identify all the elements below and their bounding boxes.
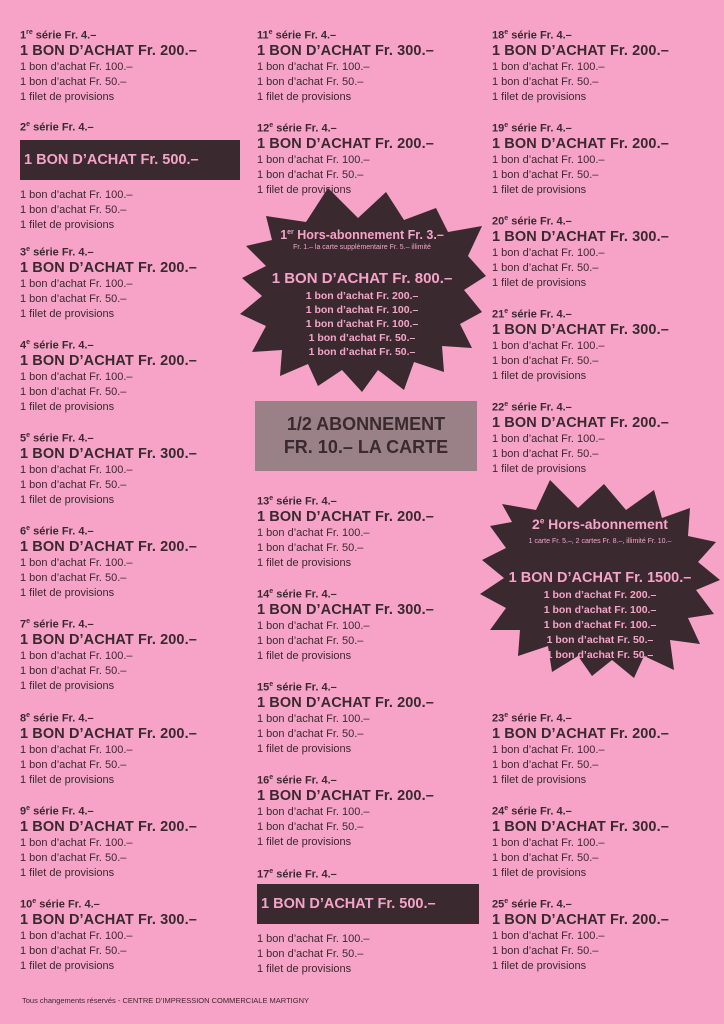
serie-prize-line: 1 bon d’achat Fr. 100.– [20, 556, 133, 569]
serie-4 [20, 336, 250, 415]
serie-prize-line: 1 filet de provisions [492, 866, 587, 879]
serie-prize-line: 1 filet de provisions [20, 307, 115, 320]
hors-abonnement-2-starburst [478, 480, 722, 678]
serie-23 [492, 709, 722, 788]
serie-prize-line: 1 bon d’achat Fr. 100.– [257, 153, 370, 166]
serie-prize-line: 1 filet de provisions [492, 959, 587, 972]
serie-prize-line: 1 bon d’achat Fr. 50.– [257, 634, 364, 647]
serie-prize-line: 1 filet de provisions [492, 183, 587, 196]
serie-main-prize: 1 BON D’ACHAT Fr. 300.– [257, 601, 434, 618]
hors2-prize-line: 1 bon d’achat Fr. 200.– [543, 589, 657, 601]
serie-prize-line: 1 bon d’achat Fr. 50.– [492, 944, 599, 957]
serie-heading: 25e série Fr. 4.– [492, 898, 572, 911]
serie-main-prize: 1 BON D’ACHAT Fr. 200.– [257, 787, 434, 804]
hors1-title: 1er Hors-abonnement Fr. 3.– [280, 228, 444, 242]
serie-prize-line: 1 bon d’achat Fr. 50.– [257, 168, 364, 181]
hors-abonnement-1-starburst [236, 186, 488, 392]
serie-prize-line: 1 bon d’achat Fr. 100.– [20, 60, 133, 73]
serie-heading: 10e série Fr. 4.– [20, 898, 100, 911]
serie-prize-line: 1 bon d’achat Fr. 100.– [20, 929, 133, 942]
hors1-subtitle: Fr. 1.– la carte supplémentaire Fr. 5.– illimité [293, 244, 431, 251]
serie-prize-line: 1 bon d’achat Fr. 100.– [257, 712, 370, 725]
serie-prize-line: 1 bon d’achat Fr. 50.– [20, 75, 127, 88]
serie-heading: 1re série Fr. 4.– [20, 29, 97, 42]
serie-7 [20, 615, 250, 694]
serie-prize-line: 1 filet de provisions [257, 742, 352, 755]
serie-prize-line: 1 bon d’achat Fr. 50.– [20, 758, 127, 771]
serie-highlight-prize: 1 BON D’ACHAT Fr. 500.– [257, 884, 479, 924]
serie-prize-line: 1 bon d’achat Fr. 50.– [20, 851, 127, 864]
serie-21 [492, 305, 722, 384]
serie-6 [20, 522, 250, 601]
hors1-prize-line: 1 bon d’achat Fr. 50.– [308, 332, 416, 344]
serie-19 [492, 119, 722, 198]
serie-main-prize: 1 BON D’ACHAT Fr. 200.– [492, 725, 669, 742]
serie-prize-line: 1 bon d’achat Fr. 100.– [20, 836, 133, 849]
serie-main-prize: 1 BON D’ACHAT Fr. 200.– [257, 135, 434, 152]
serie-prize-line: 1 bon d’achat Fr. 50.– [492, 354, 599, 367]
serie-main-prize: 1 BON D’ACHAT Fr. 200.– [492, 911, 669, 928]
serie-1 [20, 26, 250, 105]
hors1-prize-line: 1 bon d’achat Fr. 50.– [308, 346, 416, 358]
serie-prize-line: 1 bon d’achat Fr. 50.– [257, 75, 364, 88]
serie-heading: 17e série Fr. 4.– [257, 868, 337, 881]
serie-heading: 19e série Fr. 4.– [492, 122, 572, 135]
serie-prize-line: 1 bon d’achat Fr. 100.– [492, 60, 605, 73]
serie-main-prize: 1 BON D’ACHAT Fr. 200.– [492, 42, 669, 59]
serie-main-prize: 1 BON D’ACHAT Fr. 300.– [492, 228, 669, 245]
serie-prize-line: 1 filet de provisions [20, 218, 115, 231]
serie-heading: 20e série Fr. 4.– [492, 215, 572, 228]
serie-prize-line: 1 bon d’achat Fr. 50.– [492, 758, 599, 771]
serie-3 [20, 243, 250, 322]
serie-prize-line: 1 bon d’achat Fr. 50.– [492, 851, 599, 864]
serie-prize-line: 1 bon d’achat Fr. 50.– [20, 664, 127, 677]
serie-25 [492, 895, 722, 974]
serie-prize-line: 1 bon d’achat Fr. 100.– [20, 370, 133, 383]
serie-main-prize: 1 BON D’ACHAT Fr. 200.– [20, 631, 197, 648]
serie-heading: 22e série Fr. 4.– [492, 401, 572, 414]
hors2-title: 2e Hors-abonnement [532, 516, 668, 532]
serie-10 [20, 895, 250, 974]
serie-prize-line: 1 bon d’achat Fr. 50.– [492, 447, 599, 460]
hors2-subtitle: 1 carte Fr. 5.–, 2 cartes Fr. 8.–, illimité Fr. 10.– [528, 538, 672, 545]
serie-main-prize: 1 BON D’ACHAT Fr. 200.– [20, 725, 197, 742]
half-abonnement-box [255, 401, 477, 471]
serie-heading: 5e série Fr. 4.– [20, 432, 94, 445]
serie-heading: 9e série Fr. 4.– [20, 805, 94, 818]
serie-prize-line: 1 filet de provisions [492, 276, 587, 289]
serie-prize-line: 1 filet de provisions [257, 183, 352, 196]
serie-prize-line: 1 filet de provisions [20, 679, 115, 692]
serie-main-prize: 1 BON D’ACHAT Fr. 200.– [20, 259, 197, 276]
serie-prize-line: 1 bon d’achat Fr. 100.– [492, 929, 605, 942]
serie-prize-line: 1 bon d’achat Fr. 100.– [492, 153, 605, 166]
serie-24 [492, 802, 722, 881]
serie-prize-line: 1 bon d’achat Fr. 100.– [20, 649, 133, 662]
serie-prize-line: 1 bon d’achat Fr. 50.– [20, 292, 127, 305]
serie-prize-line: 1 bon d’achat Fr. 100.– [257, 619, 370, 632]
serie-prize-line: 1 bon d’achat Fr. 50.– [20, 203, 127, 216]
serie-prize-line: 1 bon d’achat Fr. 100.– [20, 743, 133, 756]
serie-heading: 21e série Fr. 4.– [492, 308, 572, 321]
serie-prize-line: 1 bon d’achat Fr. 100.– [257, 526, 370, 539]
serie-prize-line: 1 filet de provisions [20, 773, 115, 786]
hors2-main-prize: 1 BON D’ACHAT Fr. 1500.– [508, 570, 692, 586]
serie-heading: 3e série Fr. 4.– [20, 246, 94, 259]
serie-heading: 23e série Fr. 4.– [492, 712, 572, 725]
serie-heading: 7e série Fr. 4.– [20, 618, 94, 631]
hors2-prize-line: 1 bon d’achat Fr. 50.– [546, 649, 654, 661]
serie-heading: 15e série Fr. 4.– [257, 681, 337, 694]
hors1-main-prize: 1 BON D’ACHAT Fr. 800.– [271, 270, 453, 287]
serie-prize-line: 1 filet de provisions [257, 962, 352, 975]
serie-14 [257, 585, 487, 664]
serie-prize-line: 1 filet de provisions [20, 400, 115, 413]
serie-main-prize: 1 BON D’ACHAT Fr. 300.– [20, 445, 197, 462]
serie-prize-line: 1 bon d’achat Fr. 50.– [257, 541, 364, 554]
serie-20 [492, 212, 722, 291]
footer-note: Tous changements réservés - CENTRE D’IMPRESSION COMMERCIALE MARTIGNY [22, 996, 310, 1005]
serie-main-prize: 1 BON D’ACHAT Fr. 300.– [257, 42, 434, 59]
serie-15 [257, 678, 487, 757]
serie-prize-line: 1 bon d’achat Fr. 100.– [257, 805, 370, 818]
serie-prize-line: 1 bon d’achat Fr. 100.– [492, 432, 605, 445]
serie-22 [492, 398, 722, 477]
half-abonnement-line1: 1/2 ABONNEMENT [286, 414, 446, 434]
serie-prize-line: 1 filet de provisions [492, 462, 587, 475]
serie-prize-line: 1 bon d’achat Fr. 100.– [492, 246, 605, 259]
serie-prize-line: 1 bon d’achat Fr. 100.– [257, 60, 370, 73]
serie-prize-line: 1 bon d’achat Fr. 50.– [20, 478, 127, 491]
serie-prize-line: 1 filet de provisions [20, 866, 115, 879]
serie-11 [257, 26, 487, 105]
serie-prize-line: 1 bon d’achat Fr. 100.– [492, 743, 605, 756]
serie-heading: 4e série Fr. 4.– [20, 339, 94, 352]
serie-prize-line: 1 filet de provisions [20, 493, 115, 506]
serie-main-prize: 1 BON D’ACHAT Fr. 300.– [492, 321, 669, 338]
serie-prize-line: 1 bon d’achat Fr. 50.– [20, 385, 127, 398]
serie-prize-line: 1 bon d’achat Fr. 50.– [257, 947, 364, 960]
serie-main-prize: 1 BON D’ACHAT Fr. 200.– [20, 818, 197, 835]
starburst-shape [236, 186, 488, 392]
serie-prize-line: 1 bon d’achat Fr. 100.– [492, 836, 605, 849]
serie-prize-line: 1 bon d’achat Fr. 50.– [492, 75, 599, 88]
serie-prize-line: 1 bon d’achat Fr. 50.– [20, 571, 127, 584]
serie-5 [20, 429, 250, 508]
serie-prize-line: 1 bon d’achat Fr. 100.– [20, 188, 133, 201]
serie-prize-line: 1 bon d’achat Fr. 50.– [492, 168, 599, 181]
serie-heading: 14e série Fr. 4.– [257, 588, 337, 601]
serie-main-prize: 1 BON D’ACHAT Fr. 200.– [20, 42, 197, 59]
serie-heading: 16e série Fr. 4.– [257, 774, 337, 787]
serie-prize-line: 1 filet de provisions [492, 90, 587, 103]
serie-main-prize: 1 BON D’ACHAT Fr. 200.– [257, 508, 434, 525]
serie-heading: 11e série Fr. 4.– [257, 29, 337, 42]
serie-18 [492, 26, 722, 105]
serie-9 [20, 802, 250, 881]
serie-heading: 18e série Fr. 4.– [492, 29, 572, 42]
hors1-prize-line: 1 bon d’achat Fr. 200.– [305, 290, 419, 302]
serie-heading: 24e série Fr. 4.– [492, 805, 572, 818]
serie-prize-line: 1 filet de provisions [257, 835, 352, 848]
serie-17 [257, 865, 479, 977]
serie-main-prize: 1 BON D’ACHAT Fr. 200.– [20, 352, 197, 369]
hors1-prize-line: 1 bon d’achat Fr. 100.– [305, 318, 419, 330]
hors2-prize-line: 1 bon d’achat Fr. 50.– [546, 634, 654, 646]
serie-main-prize: 1 BON D’ACHAT Fr. 200.– [492, 135, 669, 152]
serie-8 [20, 709, 250, 788]
serie-prize-line: 1 bon d’achat Fr. 100.– [257, 932, 370, 945]
hors2-prize-line: 1 bon d’achat Fr. 100.– [543, 619, 657, 631]
serie-highlight-prize: 1 BON D’ACHAT Fr. 500.– [20, 140, 240, 180]
serie-main-prize: 1 BON D’ACHAT Fr. 200.– [20, 538, 197, 555]
serie-16 [257, 771, 487, 850]
serie-prize-line: 1 bon d’achat Fr. 100.– [20, 277, 133, 290]
serie-prize-line: 1 filet de provisions [257, 556, 352, 569]
serie-prize-line: 1 filet de provisions [257, 649, 352, 662]
serie-main-prize: 1 BON D’ACHAT Fr. 200.– [257, 694, 434, 711]
serie-prize-line: 1 filet de provisions [20, 90, 115, 103]
serie-heading: 2e série Fr. 4.– [20, 121, 94, 134]
serie-main-prize: 1 BON D’ACHAT Fr. 300.– [492, 818, 669, 835]
half-abonnement-line2: FR. 10.– LA CARTE [283, 437, 449, 457]
serie-prize-line: 1 filet de provisions [20, 586, 115, 599]
serie-heading: 13e série Fr. 4.– [257, 495, 337, 508]
serie-heading: 8e série Fr. 4.– [20, 712, 94, 725]
hors1-prize-line: 1 bon d’achat Fr. 100.– [305, 304, 419, 316]
serie-heading: 6e série Fr. 4.– [20, 525, 94, 538]
serie-prize-line: 1 bon d’achat Fr. 100.– [20, 463, 133, 476]
serie-prize-line: 1 bon d’achat Fr. 50.– [20, 944, 127, 957]
serie-prize-line: 1 filet de provisions [20, 959, 115, 972]
serie-main-prize: 1 BON D’ACHAT Fr. 300.– [20, 911, 197, 928]
serie-prize-line: 1 bon d’achat Fr. 50.– [257, 727, 364, 740]
serie-prize-line: 1 bon d’achat Fr. 50.– [257, 820, 364, 833]
serie-13 [257, 492, 487, 571]
serie-prize-line: 1 filet de provisions [492, 773, 587, 786]
serie-heading: 12e série Fr. 4.– [257, 122, 337, 135]
serie-main-prize: 1 BON D’ACHAT Fr. 200.– [492, 414, 669, 431]
serie-2 [20, 118, 240, 233]
serie-prize-line: 1 bon d’achat Fr. 100.– [492, 339, 605, 352]
hors2-prize-line: 1 bon d’achat Fr. 100.– [543, 604, 657, 616]
serie-prize-line: 1 filet de provisions [257, 90, 352, 103]
serie-prize-line: 1 bon d’achat Fr. 50.– [492, 261, 599, 274]
serie-prize-line: 1 filet de provisions [492, 369, 587, 382]
